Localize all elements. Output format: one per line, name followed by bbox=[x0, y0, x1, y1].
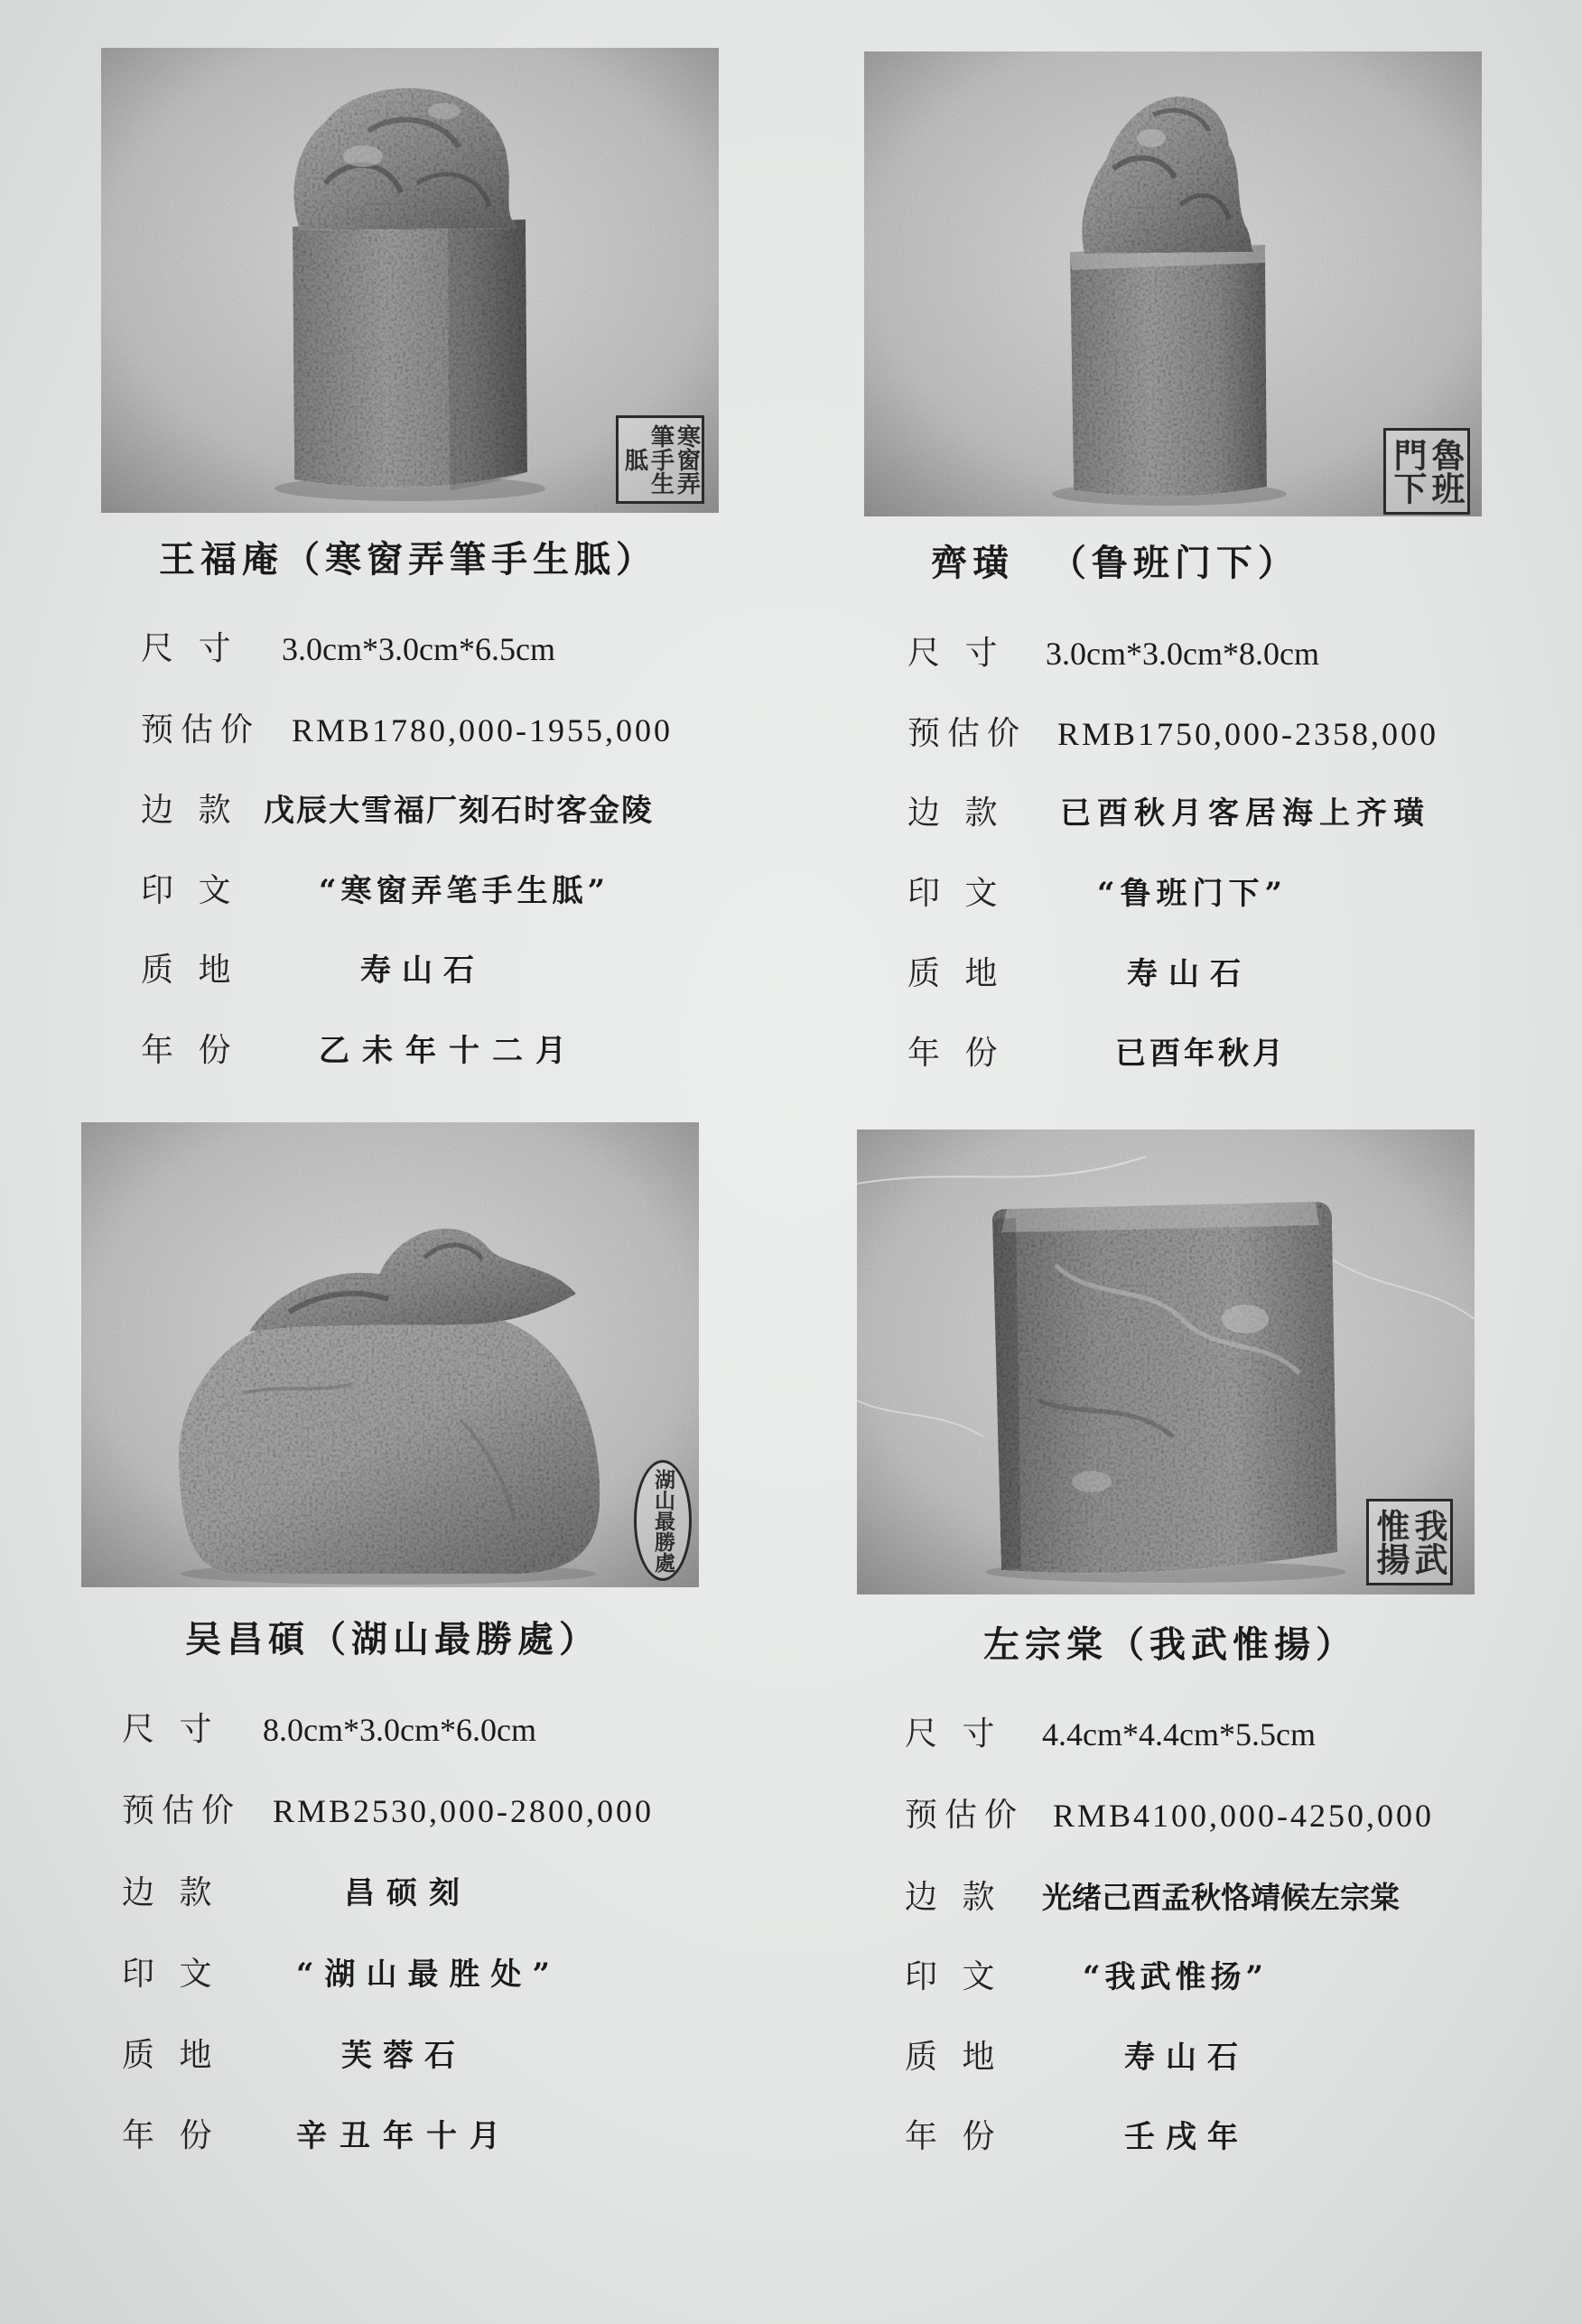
detail-row-estimate bbox=[864, 714, 1487, 754]
seal-photo bbox=[81, 1122, 699, 1587]
detail-value: RMB1780,000-1955,000 bbox=[292, 712, 674, 748]
detail-row-year bbox=[81, 2116, 704, 2156]
detail-row-side-inscription bbox=[864, 794, 1487, 833]
detail-value: “我武惟扬” bbox=[1083, 1959, 1269, 1995]
detail-value: 4.4cm*4.4cm*5.5cm bbox=[1042, 1716, 1316, 1752]
detail-value: RMB4100,000-4250,000 bbox=[1053, 1798, 1435, 1834]
detail-value: “鲁班门下” bbox=[1097, 876, 1289, 912]
detail-row-material bbox=[864, 954, 1487, 994]
detail-value: 光绪己酉孟秋恪靖候左宗棠 bbox=[1042, 1880, 1400, 1915]
seal-photo bbox=[857, 1129, 1475, 1594]
detail-value: 寿山石 bbox=[1127, 956, 1252, 992]
detail-label: 年 份 bbox=[907, 1035, 1005, 1072]
detail-value: 已酉秋月客居海上齐璜 bbox=[1060, 795, 1430, 832]
detail-value: 戊辰大雪福厂刻石时客金陵 bbox=[264, 793, 654, 829]
item-title: 吴昌碩（湖山最勝處） bbox=[185, 1618, 600, 1660]
seal-item-4 bbox=[857, 1129, 1480, 2177]
seal-photo bbox=[101, 48, 719, 513]
detail-value: 寿山石 bbox=[1124, 2040, 1249, 2076]
detail-row-size bbox=[857, 1715, 1480, 1754]
detail-row-size bbox=[101, 629, 724, 669]
detail-row-seal-text bbox=[81, 1955, 704, 1994]
detail-value: 昌硕刻 bbox=[344, 1875, 471, 1911]
detail-row-estimate bbox=[857, 1796, 1480, 1836]
detail-label: 边 款 bbox=[905, 1879, 1002, 1916]
detail-label: 尺 寸 bbox=[122, 1711, 219, 1748]
detail-row-side-inscription bbox=[101, 791, 724, 831]
seal-item-3 bbox=[81, 1122, 704, 2170]
detail-row-size bbox=[81, 1710, 704, 1750]
seal-impression: 我武惟揚 bbox=[1366, 1499, 1453, 1585]
seal-impression: 魯班門下 bbox=[1383, 428, 1470, 515]
detail-row-year bbox=[101, 1031, 724, 1071]
detail-row-estimate bbox=[101, 711, 724, 750]
detail-row-material bbox=[101, 951, 724, 990]
detail-value: 3.0cm*3.0cm*6.5cm bbox=[282, 631, 555, 667]
detail-row-year bbox=[857, 2117, 1480, 2157]
detail-label: 尺 寸 bbox=[907, 635, 1005, 672]
detail-row-material bbox=[857, 2038, 1480, 2078]
detail-label: 质 地 bbox=[141, 952, 238, 989]
detail-label: 质 地 bbox=[122, 2037, 219, 2074]
detail-label: 质 地 bbox=[905, 2039, 1002, 2076]
detail-value: 8.0cm*3.0cm*6.0cm bbox=[263, 1712, 536, 1748]
detail-label: 印 文 bbox=[907, 875, 1005, 912]
detail-label: 边 款 bbox=[141, 792, 238, 829]
detail-label: 边 款 bbox=[907, 795, 1005, 832]
seal-photo bbox=[864, 51, 1482, 516]
detail-row-side-inscription bbox=[81, 1873, 704, 1913]
detail-value: “湖山最胜处” bbox=[296, 1957, 562, 1993]
detail-label: 印 文 bbox=[905, 1958, 1002, 1995]
detail-row-estimate bbox=[81, 1791, 704, 1831]
detail-value: 辛丑年十月 bbox=[296, 2118, 513, 2154]
detail-label: 尺 寸 bbox=[141, 630, 238, 667]
detail-value: 壬戌年 bbox=[1124, 2119, 1249, 2155]
detail-value: RMB1750,000-2358,000 bbox=[1057, 716, 1439, 752]
detail-label: 尺 寸 bbox=[905, 1715, 1002, 1752]
detail-label: 质 地 bbox=[907, 955, 1005, 992]
detail-label: 边 款 bbox=[122, 1874, 219, 1911]
detail-row-size bbox=[864, 634, 1487, 674]
detail-label: 预估价 bbox=[122, 1792, 242, 1829]
detail-value: 乙未年十二月 bbox=[319, 1033, 579, 1069]
detail-label: 印 文 bbox=[122, 1956, 219, 1993]
detail-label: 预估价 bbox=[907, 715, 1028, 752]
detail-row-year bbox=[864, 1034, 1487, 1074]
detail-label: 年 份 bbox=[141, 1032, 238, 1069]
detail-value: “寒窗弄笔手生胝” bbox=[319, 873, 610, 909]
detail-value: 3.0cm*3.0cm*8.0cm bbox=[1046, 636, 1319, 672]
detail-label: 年 份 bbox=[122, 2117, 219, 2154]
seal-impression: 湖山最勝處 bbox=[634, 1460, 692, 1581]
item-title: 左宗棠（我武惟揚） bbox=[983, 1623, 1357, 1666]
seal-item-1 bbox=[101, 48, 724, 1095]
detail-row-seal-text bbox=[857, 1957, 1480, 1997]
detail-value: RMB2530,000-2800,000 bbox=[273, 1793, 655, 1829]
detail-row-seal-text bbox=[101, 871, 724, 911]
detail-label: 年 份 bbox=[905, 2118, 1002, 2155]
detail-row-side-inscription bbox=[857, 1878, 1480, 1918]
item-title: 齊璜 （鲁班门下） bbox=[931, 542, 1299, 584]
detail-value: 寿山石 bbox=[360, 953, 485, 989]
detail-label: 印 文 bbox=[141, 872, 238, 909]
detail-value: 已酉年秋月 bbox=[1115, 1036, 1287, 1072]
item-title: 王福庵（寒窗弄筆手生胝） bbox=[159, 538, 657, 581]
seal-item-2 bbox=[864, 51, 1487, 1099]
detail-value: 芙蓉石 bbox=[341, 2038, 466, 2074]
detail-label: 预估价 bbox=[905, 1797, 1025, 1834]
detail-row-material bbox=[81, 2036, 704, 2076]
seal-impression: 寒窗弄筆手生胝 bbox=[616, 415, 704, 504]
detail-row-seal-text bbox=[864, 874, 1487, 914]
seal-stone-image bbox=[81, 1122, 699, 1587]
detail-label: 预估价 bbox=[141, 711, 261, 748]
